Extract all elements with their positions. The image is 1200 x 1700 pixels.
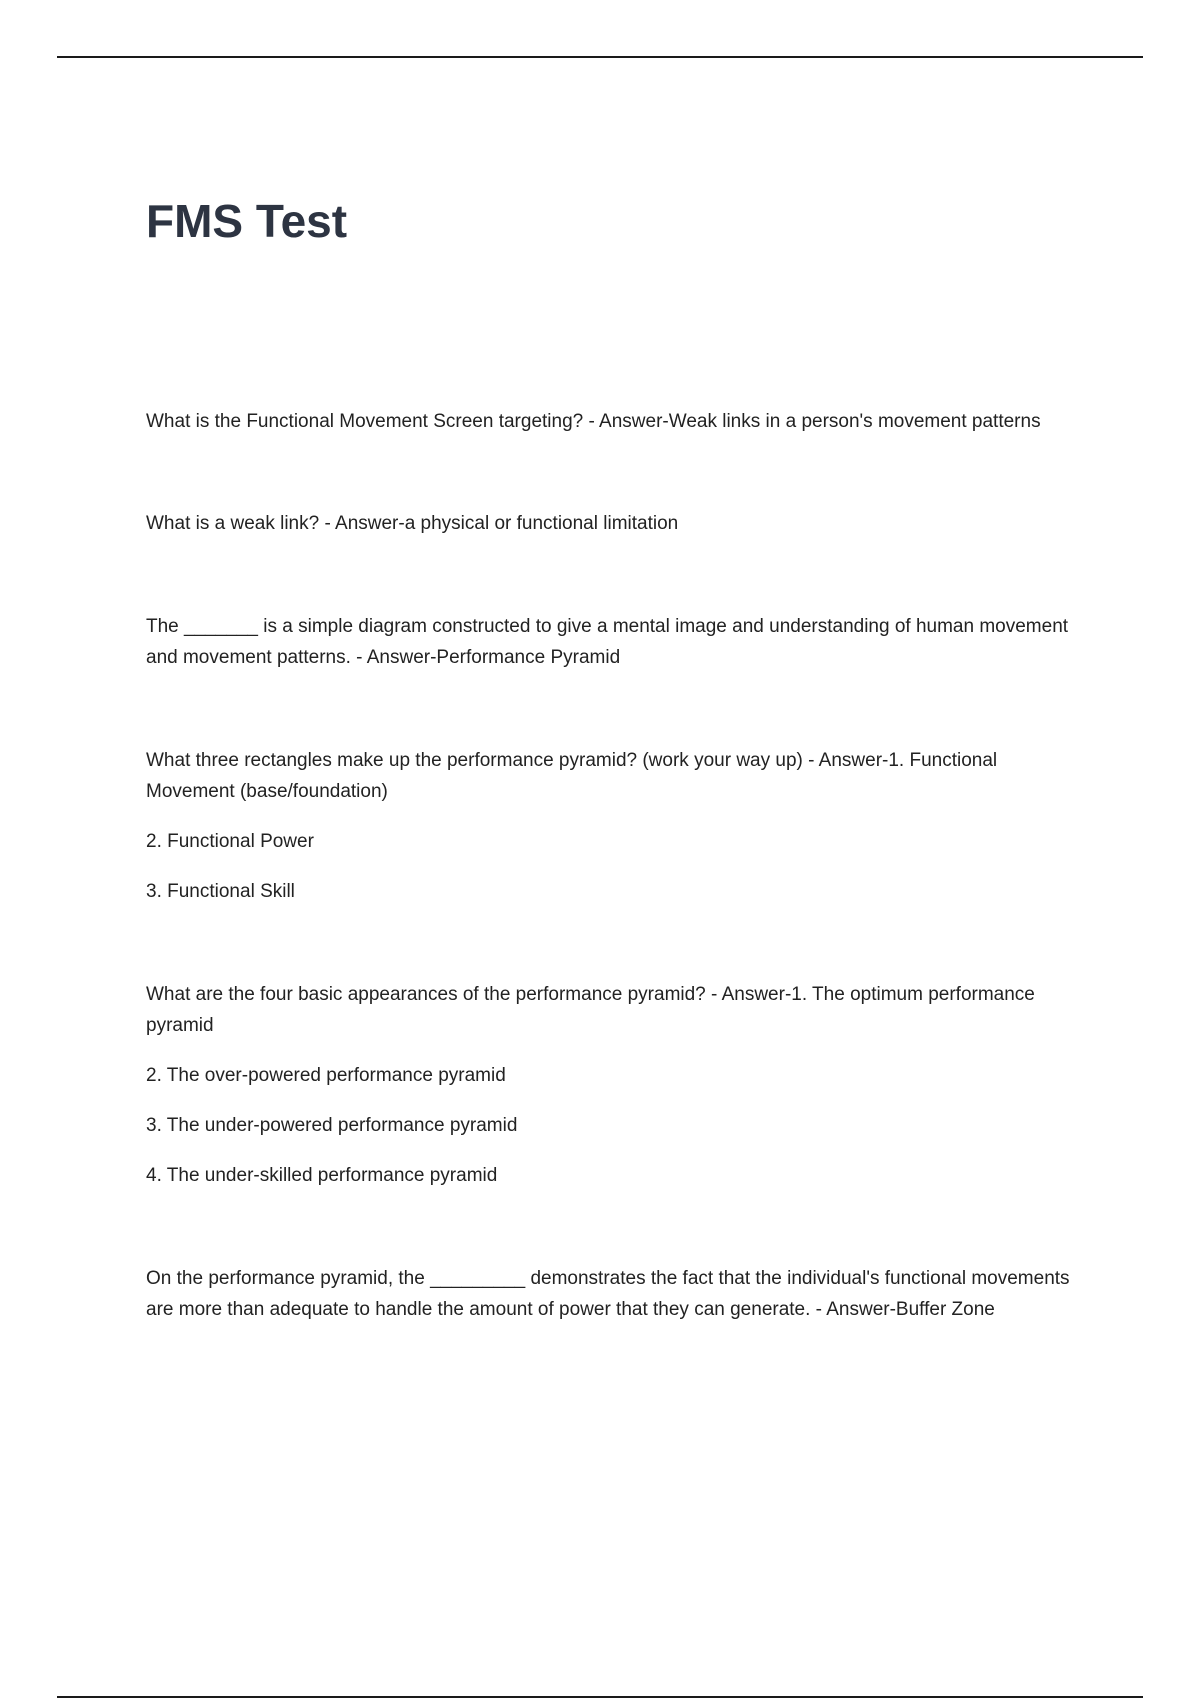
qa-item	[146, 979, 1076, 1191]
qa-item	[146, 406, 1076, 437]
qa-item	[146, 508, 1076, 539]
qa-text: What three rectangles make up the performance pyramid? (work your way up) - Answer-1. Functional Movement (base/foundation)	[146, 750, 998, 802]
page-title: FMS Test	[146, 195, 348, 247]
qa-continuation-line: 4. The under-skilled performance pyramid	[146, 1165, 498, 1186]
qa-continuation-line: 3. The under-powered performance pyramid	[146, 1115, 518, 1136]
qa-item	[146, 1263, 1076, 1325]
qa-text: What is the Functional Movement Screen targeting? - Answer-Weak links in a person's movement patterns	[146, 411, 1041, 432]
qa-item	[146, 611, 1076, 673]
qa-item	[146, 745, 1076, 907]
qa-text: On the performance pyramid, the _________ demonstrates the fact that the individual's functional movements are more than adequate to handle the amount of power that they can generate. - Answer-Buffer Zone	[146, 1268, 1070, 1320]
qa-text: What are the four basic appearances of the performance pyramid? - Answer-1. The optimum performance pyramid	[146, 984, 1035, 1036]
qa-continuation-line: 3. Functional Skill	[146, 881, 295, 902]
qa-continuation-line: 2. Functional Power	[146, 831, 314, 852]
qa-list	[146, 406, 1076, 1325]
qa-continuation-line: 2. The over-powered performance pyramid	[146, 1065, 506, 1086]
qa-text: The _______ is a simple diagram constructed to give a mental image and understanding of human movement and movement patterns. - Answer-Performance Pyramid	[146, 616, 1069, 668]
bottom-rule	[57, 1696, 1143, 1698]
top-rule	[57, 56, 1143, 58]
qa-text: What is a weak link? - Answer-a physical or functional limitation	[146, 513, 679, 534]
